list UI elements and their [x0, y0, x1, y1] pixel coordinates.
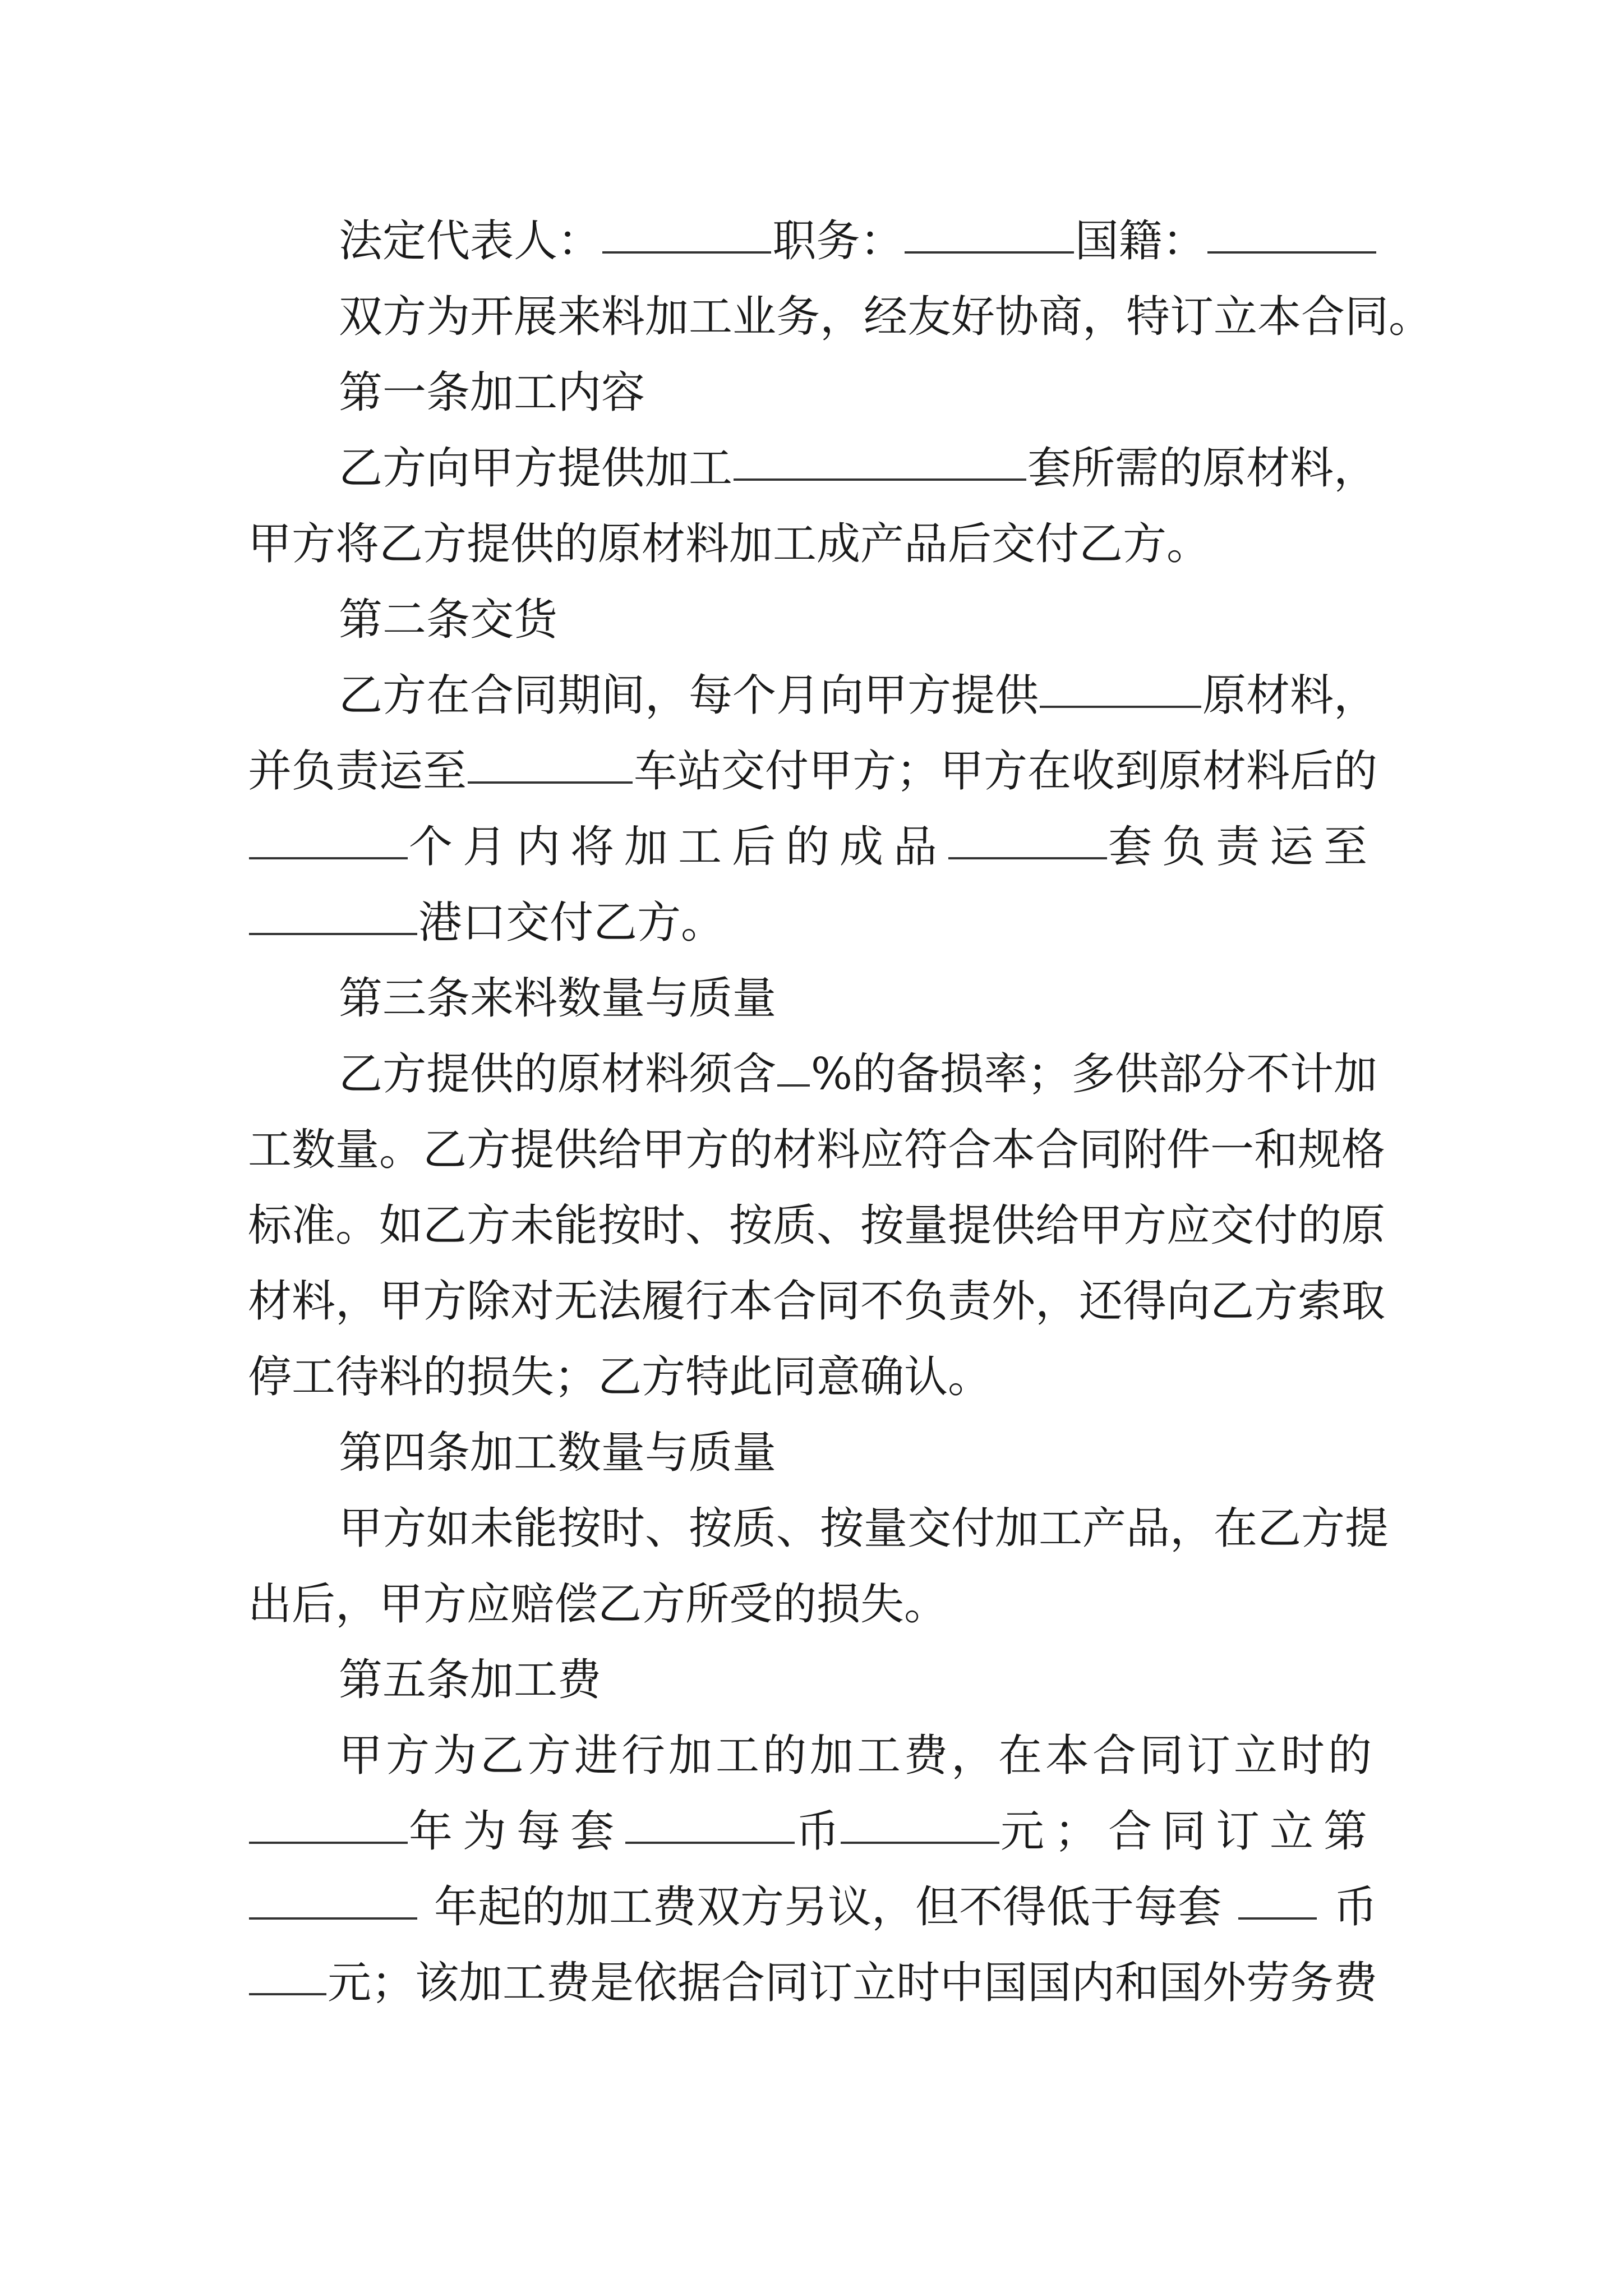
article-1-title: 第一条加工内容 [339, 367, 645, 418]
article-1-line-1: 乙方向甲方提供加工 套所需的原材料， [339, 443, 1377, 494]
fill-blank [625, 1842, 795, 1844]
fill-blank [249, 933, 417, 935]
article-3-title: 第三条来料数量与质量 [339, 973, 777, 1024]
intro-paragraph: 双方为开展来料加工业务，经友好协商，特订立本合同。 [339, 292, 1433, 342]
legal-rep-blank [602, 251, 771, 254]
article-2-line-1: 乙方在合同期间，每个月向甲方提供 原材料， [339, 670, 1377, 721]
fill-blank [468, 781, 633, 784]
article-4-title: 第四条加工数量与质量 [339, 1428, 777, 1478]
position-blank [905, 251, 1073, 254]
nationality-blank [1207, 251, 1376, 254]
article-3-line-5: 停工待料的损失；乙方特此同意确认。 [248, 1352, 992, 1402]
fill-blank [1040, 706, 1201, 708]
fill-blank [841, 1842, 999, 1844]
article-5-line-2: 年为每套 币 元；合同订立第 [248, 1803, 1377, 1860]
article-3-line-3: 标准。如乙方未能按时、按质、按量提供给甲方应交付的原 [248, 1200, 1386, 1251]
article-2-title: 第二条交货 [339, 595, 558, 645]
position-label: 职务： [772, 216, 904, 266]
legal-rep-label: 法定代表人： [339, 216, 602, 266]
fill-blank [734, 478, 1026, 481]
fill-blank [777, 1084, 810, 1087]
article-5-line-3: 年起的加工费双方另议，但不得低于每套 币 [248, 1879, 1377, 1935]
header-fields-line [339, 213, 1377, 269]
article-2-line-4: 港口交付乙方。 [248, 895, 1377, 951]
article-2-line-2: 并负责运至 车站交付甲方；甲方在收到原材料后的 [248, 746, 1377, 797]
fill-blank [249, 857, 408, 859]
article-3-line-1: 乙方提供的原材料须含 %的备损率；多供部分不计加 [339, 1049, 1377, 1099]
fill-blank [249, 1993, 326, 1995]
nationality-label: 国籍： [1075, 216, 1206, 266]
fill-blank [1238, 1917, 1317, 1920]
article-5-title: 第五条加工费 [339, 1655, 602, 1705]
article-3-line-4: 材料，甲方除对无法履行本合同不负责外，还得向乙方索取 [248, 1276, 1386, 1327]
article-2-line-3: 个月内将加工后的成品 套负责运至 [248, 819, 1377, 875]
article-4-line-2: 出后，甲方应赔偿乙方所受的损失。 [248, 1579, 948, 1630]
fill-blank [948, 857, 1107, 859]
fill-blank [249, 1842, 408, 1844]
article-1-line-2: 甲方将乙方提供的原材料加工成产品后交付乙方。 [248, 519, 1211, 569]
article-4-line-1: 甲方如未能按时、按质、按量交付加工产品，在乙方提 [339, 1503, 1389, 1554]
article-3-line-2: 工数量。乙方提供给甲方的材料应符合本合同附件一和规格 [248, 1125, 1386, 1175]
article-5-line-4: 元；该加工费是依据合同订立时中国国内和国外劳务费 [248, 1955, 1377, 2011]
fill-blank [249, 1917, 417, 1920]
article-5-line-1: 甲方为乙方进行加工的加工费，在本合同订立时的 [339, 1731, 1376, 1781]
